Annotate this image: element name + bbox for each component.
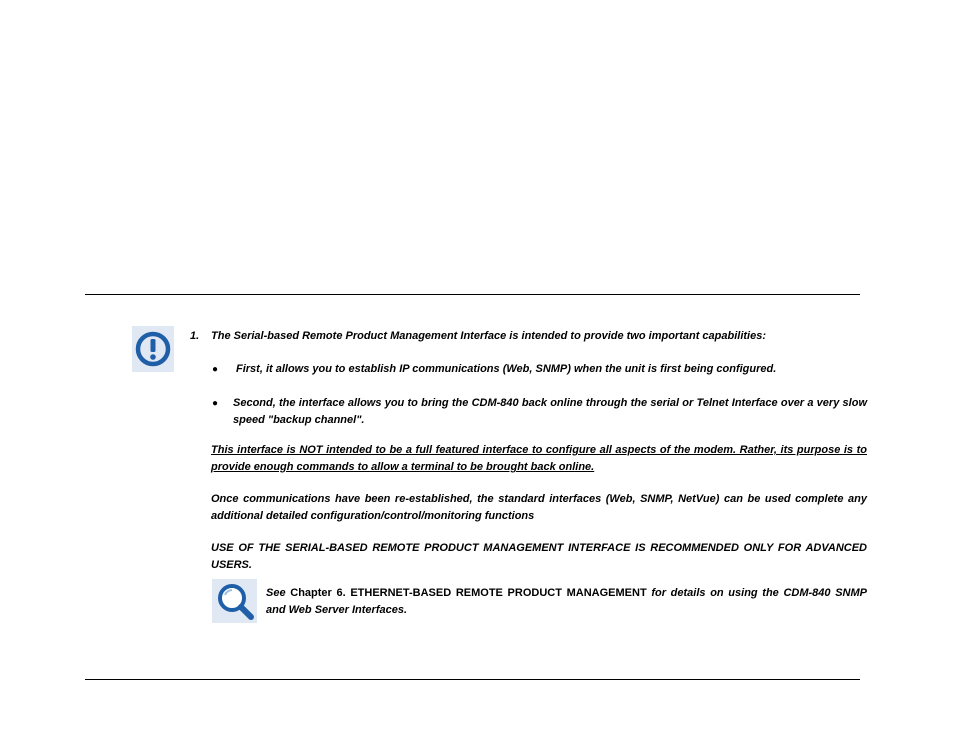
top-divider [85, 294, 860, 295]
bottom-divider [85, 679, 860, 680]
chapter-reference[interactable]: Chapter 6. ETHERNET-BASED REMOTE PRODUCT MANAGEMENT [290, 587, 647, 599]
note-number: 1. [190, 330, 200, 342]
bullet-dot: ● [212, 364, 219, 375]
see-word: See [266, 587, 286, 599]
once-paragraph: Once communications have been re-established, the standard interfaces (Web, SNMP, NetVue) can be used complete any additional detailed configuration/control/monitoring functions [211, 493, 867, 522]
magnifier-icon [212, 579, 257, 623]
note-intro: The Serial-based Remote Product Management Interface is intended to provide two important capabilities: [211, 330, 766, 342]
reference-rest: for details on using the CDM-840 SNMP and Web Server Interfaces. [266, 587, 867, 616]
bullet-item: Second, the interface allows you to bring the CDM-840 back online through the serial or Telnet Interface over a very slow speed "backup channel". [233, 397, 867, 426]
exclamation-icon [132, 326, 174, 372]
reference-paragraph [266, 585, 867, 619]
bullet-item: First, it allows you to establish IP communications (Web, SNMP) when the unit is first being configured. [236, 363, 777, 375]
underlined-paragraph: This interface is NOT intended to be a full featured interface to configure all aspects of the modem. Rather, its purpose is to provide enough commands to allow a terminal to be brought back online. [211, 444, 867, 473]
warning-paragraph: USE OF THE SERIAL-BASED REMOTE PRODUCT MANAGEMENT INTERFACE IS RECOMMENDED ONLY FOR ADVANCED USERS. [211, 542, 867, 571]
bullet-dot: ● [212, 398, 219, 409]
